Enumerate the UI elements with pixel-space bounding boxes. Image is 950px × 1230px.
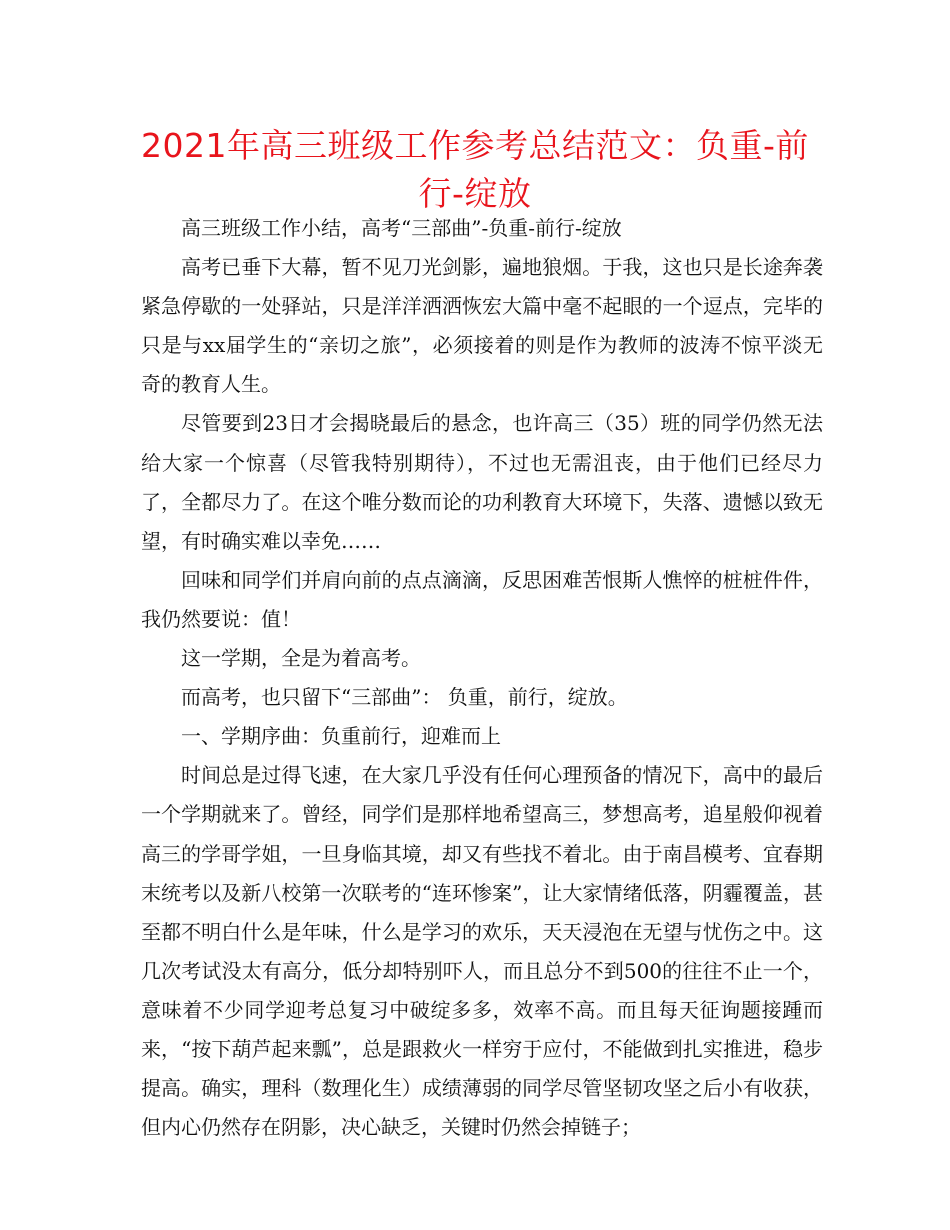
- paragraph-subtitle: 高三班级工作小结，高考“三部曲”-负重-前行-绽放: [181, 216, 622, 240]
- document-body: [141, 209, 823, 1147]
- paragraph: 这一学期，全是为着高考。: [181, 646, 421, 671]
- section-heading: 一、学期序曲：负重前行，迎难而上: [181, 724, 501, 749]
- document-title: 2021年高三班级工作参考总结范文：负重-前行-绽放: [141, 126, 809, 213]
- paragraph: 尽管要到23日才会揭晓最后的悬念，也许高三（35）班的同学仍然无法给大家一个惊喜（尽管我特别期待），不过也无需沮丧，由于他们已经尽力了，全都尽力了。在这个唯分数而论的功利教育大环境下，失落、遗憾以致无望，有时确实难以幸免……: [141, 411, 823, 553]
- paragraph: 回味和同学们并肩向前的点点滴滴，反思困难苦恨斯人憔悴的桩桩件件，我仍然要说：值！: [141, 567, 823, 631]
- paragraph: 时间总是过得飞速，在大家几乎没有任何心理预备的情况下，高中的最后一个学期就来了。曾经，同学们是那样地希望高三，梦想高考，追星般仰视着高三的学哥学姐，一旦身临其境，却又有些找不着北。由于南昌模考、宜春期末统考以及新八校第一次联考的“连环惨案”，让大家情绪低落，阴霾覆盖，甚至都不明白什么是年味，什么是学习的欢乐，天天浸泡在无望与忧伤之中。这几次考试没太有高分，低分却特别吓人，而且总分不到500的往往不止一个，意味着不少同学迎考总复习中破绽多多，效率不高。而且每天征询题接踵而来，“按下葫芦起来瓢”，总是跟救火一样穷于应付，不能做到扎实推进，稳步提高。确实，理科（数理化生）成绩薄弱的同学尽管坚韧攻坚之后小有收获，但内心仍然存在阴影，决心缺乏，关键时仍然会掉链子；: [141, 763, 823, 1140]
- paragraph: 高考已垂下大幕，暂不见刀光剑影，遍地狼烟。于我，这也只是长途奔袭紧急停歇的一处驿站，只是洋洋洒洒恢宏大篇中毫不起眼的一个逗点，完毕的只是与xx届学生的“亲切之旅”，必须接着的则是作为教师的波涛不惊平淡无奇的教育人生。: [141, 255, 823, 397]
- paragraph: 而高考，也只留下“三部曲”： 负重，前行，绽放。: [181, 685, 628, 710]
